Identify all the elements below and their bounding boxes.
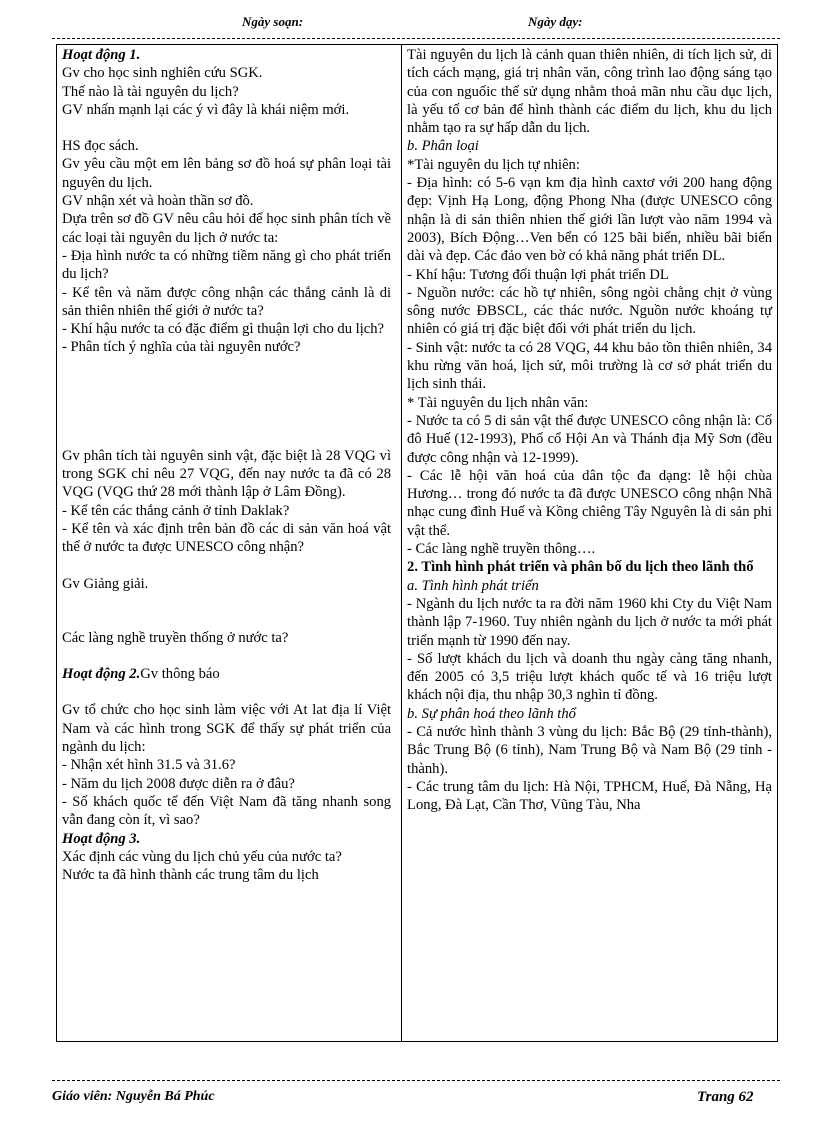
- section-heading: 2. Tình hình phát triển và phân bố du lịch theo lãnh thổ: [407, 559, 754, 576]
- paragraph: - Số khách quốc tế đến Việt Nam đã tăng nhanh song vẫn đang còn ít, vì sao?: [62, 793, 392, 829]
- paragraph: Dựa trên sơ đồ GV nêu câu hỏi để học sinh phân tích về các loại tài nguyên du lịch ở nước ta:: [62, 211, 392, 246]
- blank-line: [62, 357, 391, 375]
- blank-line: [62, 393, 391, 411]
- teaching-date-label: Ngày dạy:: [528, 14, 583, 29]
- blank-line: [62, 593, 391, 611]
- paragraph: *Tài nguyên du lịch tự nhiên:: [407, 156, 580, 173]
- header-divider: [52, 38, 780, 39]
- paragraph: Gv yêu cầu một em lên bảng sơ đồ hoá sự phân loại tài nguyên du lịch.: [62, 156, 392, 191]
- paragraph: - Các trung tâm du lịch: Hà Nội, TPHCM, Huế, Đà Nẵng, Hạ Long, Đà Lạt, Cần Thơ, Vũng Tàu, Nha: [407, 778, 772, 814]
- paragraph: - Khí hậu: Tương đối thuận lợi phát triển DL: [407, 266, 669, 283]
- paragraph: - Kể tên và năm được công nhận các thắng cảnh là di sản thiên nhiên thế giới ở nước ta?: [62, 284, 392, 319]
- blank-line: [62, 119, 391, 137]
- paragraph: HS đọc sách.: [62, 138, 139, 155]
- blank-line: [62, 429, 391, 447]
- paragraph: [62, 665, 391, 683]
- page-number: [697, 1089, 754, 1106]
- blank-line: [62, 611, 391, 629]
- paragraph: Gv phân tích tài nguyên sinh vật, đặc biệt là 28 VQG vì trong SGK chỉ nêu 27 VQG, đến nay nước ta đã có 28 VQG (VQG thứ 28 mới thành lập ở Lâm Đồng).: [62, 447, 392, 501]
- blank-line: [62, 647, 391, 665]
- paragraph: - Các lễ hội văn hoá của dân tộc đa dạng: lễ hội chùa Hương… trong đó nước ta đã được UNESCO công nhận Nhã nhạc cung đình Huế và Kồng chiêng Tây Nguyên là di sản phi vật thể.: [407, 467, 772, 539]
- paragraph: - Kể tên và xác định trên bản đồ các di sản văn hoá vật thể ở nước ta được UNESCO công nhận?: [62, 520, 392, 556]
- page-value: 62: [738, 1089, 754, 1105]
- content-column: [402, 45, 777, 1041]
- paragraph: - Nhận xét hình 31.5 và 31.6?: [62, 757, 236, 774]
- paragraph: - Năm du lịch 2008 được diễn ra ở đâu?: [62, 775, 295, 792]
- paragraph: - Cả nước hình thành 3 vùng du lịch: Bắc Bộ (29 tỉnh-thành), Bắc Trung Bộ (6 tỉnh), Nam Trung Bộ và Nam Bộ (29 tỉnh - thành).: [407, 723, 772, 777]
- paragraph: - Kể tên các thắng cảnh ở tỉnh Daklak?: [62, 502, 290, 519]
- paragraph: Gv tổ chức cho học sinh làm việc với At lat địa lí Việt Nam và các hình trong SGK để thấy sự phát triển của ngành du lịch:: [62, 702, 392, 756]
- blank-line: [62, 683, 391, 701]
- paragraph: - Khí hậu nước ta có đặc điểm gì thuận lợi cho du lịch?: [62, 321, 385, 338]
- paragraph: - Các làng nghề truyền thông….: [407, 541, 596, 558]
- paragraph: Các làng nghề truyền thống ở nước ta?: [62, 629, 289, 646]
- prep-date-label: Ngày soạn:: [242, 14, 304, 29]
- subsection-heading: b. Phân loại: [407, 138, 479, 155]
- paragraph: - Địa hình: có 5-6 vạn km địa hình caxtơ với 200 hang động đẹp: Vịnh Hạ Long, động Phong Nha (được UNESCO công nhận là di sản thiên nhien thế giới lần lượt vào năm 1994 và 2003), Bích Động…Ven bển có 125 bãi biển, nhiều bãi biển dài và đẹp. Các đảo ven bờ có khả năng phát triển DL.: [407, 175, 772, 265]
- blank-line: [62, 557, 391, 575]
- text-run: Hoạt động 2.: [62, 666, 141, 683]
- paragraph: Xác định các vùng du lịch chủ yếu của nước ta?: [62, 848, 342, 865]
- paragraph: - Địa hình nước ta có những tiềm năng gì cho phát triển du lịch?: [62, 247, 392, 283]
- paragraph: GV nhận xét và hoàn thần sơ đồ.: [62, 193, 254, 210]
- paragraph: * Tài nguyên du lịch nhân văn:: [407, 394, 589, 411]
- paragraph: Nước ta đã hình thành các trung tâm du lịch: [62, 867, 319, 884]
- paragraph: - Nguồn nước: các hồ tự nhiên, sông ngòi chằng chịt ở vùng sông nước ĐBSCL, các thác nước. Nguồn nước khoáng tự nhiên có giá trị đặc biệt đối với phát triển du lịch.: [407, 284, 772, 338]
- footer-divider: [52, 1080, 780, 1081]
- paragraph: - Sinh vật: nước ta có 28 VQG, 44 khu bảo tồn thiên nhiên, 34 khu rừng văn hoá, lịch sử, môi trường là cơ sở phát triển du lịch sinh thái.: [407, 339, 772, 393]
- paragraph: Thế nào là tài nguyên du lịch?: [62, 83, 239, 100]
- subsection-heading: b. Sự phân hoá theo lãnh thổ: [407, 705, 576, 722]
- text-run: Gv thông báo: [140, 666, 220, 683]
- teacher-activities-column: [57, 45, 402, 1041]
- lesson-table: [56, 44, 778, 1042]
- paragraph: - Ngành du lịch nước ta ra đời năm 1960 khi Cty du Việt Nam thành lập 7-1960. Tuy nhiên ngành du lịch ở nước ta mới phát triển mạnh từ 1990 đến nay.: [407, 595, 772, 649]
- paragraph: GV nhấn mạnh lại các ý vì đây là khái niệm mới.: [62, 101, 350, 118]
- blank-line: [62, 411, 391, 429]
- paragraph: Tài nguyên du lịch là cảnh quan thiên nhiên, di tích lịch sử, di tích cách mạng, giá trị nhân văn, công trình lao động sáng tạo của con nguốic thể sử dụng nhằm thoả mãn nhu cầu dục lịch, là yếu tố cơ bản để hình thành các điểm du lịch, khu du lịch nhằm tạo ra sự hấp dẫn du lịch.: [407, 47, 772, 137]
- subsection-heading: a. Tình hình phát triển: [407, 577, 539, 594]
- paragraph: - Số lượt khách du lịch và doanh thu ngày càng tăng nhanh, đến 2005 có 3,5 triệu lượt khách quốc tế và 16 triệu lượt khách nội địa, thu nhập 30,3 nghìn tỉ đồng.: [407, 650, 772, 704]
- page-label: Trang: [697, 1089, 735, 1105]
- blank-line: [62, 375, 391, 393]
- teacher-name: Giáo viên: Nguyễn Bá Phúc: [52, 1089, 215, 1104]
- paragraph: - Nước ta có 5 di sản vật thể được UNESCO công nhận là: Cố đô Huế (12-1993), Phố cổ Hội An và Thánh địa Mỹ Sơn (đều được công nhận và 12-1999).: [407, 412, 772, 466]
- paragraph: - Phân tích ý nghĩa của tài nguyên nước?: [62, 339, 301, 356]
- activity-heading: Hoạt động 3.: [62, 830, 141, 847]
- activity-heading: Hoạt động 1.: [62, 47, 141, 63]
- paragraph: Gv Giảng giải.: [62, 575, 149, 592]
- paragraph: Gv cho học sinh nghiên cứu SGK.: [62, 65, 263, 82]
